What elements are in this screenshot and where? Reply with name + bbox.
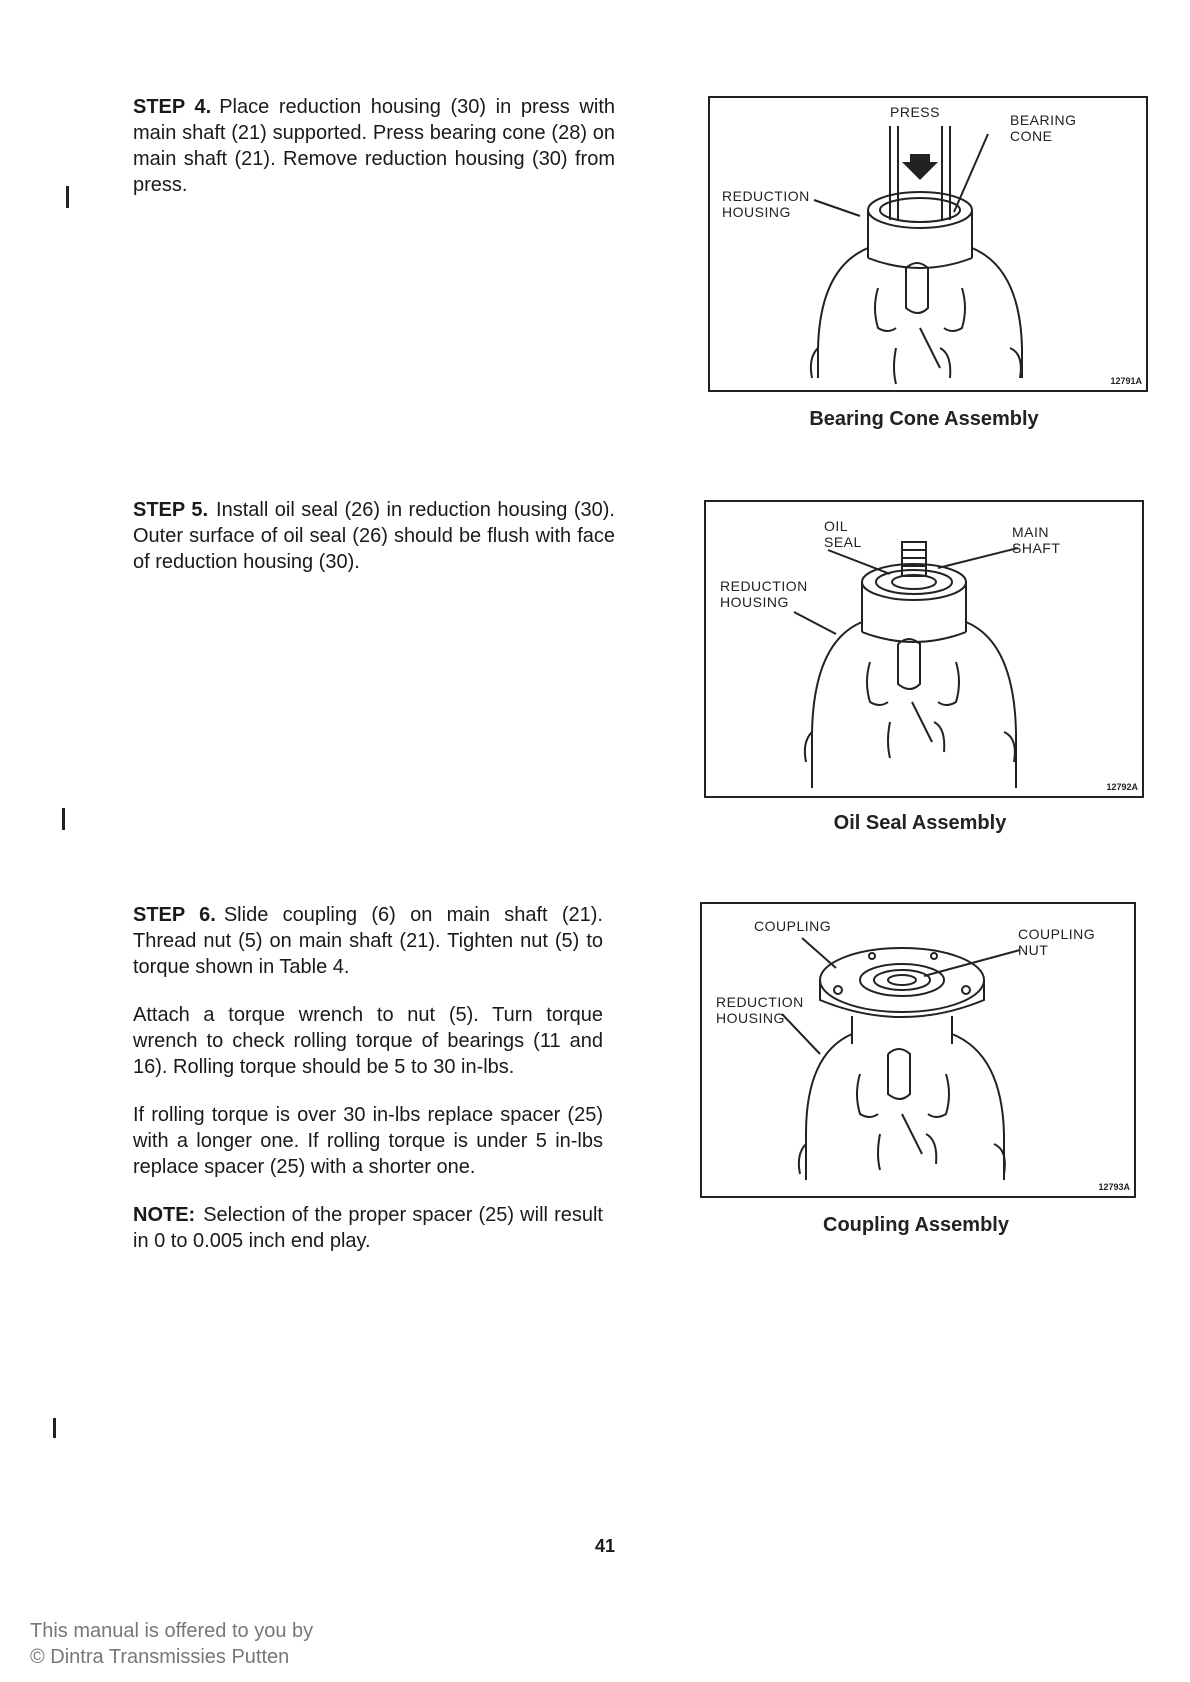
margin-mark: [62, 808, 65, 830]
label-bearing-cone: BEARING CONE: [1010, 112, 1077, 144]
margin-mark: [66, 186, 69, 208]
step-lead: STEP 4.: [133, 96, 212, 118]
bearing-cone-illustration: [710, 98, 1146, 390]
note-lead: NOTE:: [133, 1204, 196, 1226]
label-press: PRESS: [890, 104, 940, 120]
figure-coupling: [700, 902, 1136, 1198]
label-oil-seal: OIL SEAL: [824, 518, 862, 550]
step-body: Install oil seal (26) in reduction housing (30). Outer surface of oil seal (26) should be flush with face of reduction housing (30).: [133, 499, 615, 573]
figure-oil-seal: [704, 500, 1144, 798]
step-paragraph: [133, 1102, 603, 1180]
step-6-text: [133, 902, 603, 1276]
label-main-shaft: MAIN SHAFT: [1012, 524, 1061, 556]
step-4-text: [133, 94, 615, 220]
label-reduction-housing: REDUCTION HOUSING: [716, 994, 804, 1026]
figure-code: 12791A: [1110, 376, 1142, 386]
label-coupling-nut: COUPLING NUT: [1018, 926, 1096, 958]
figure-code: 12793A: [1098, 1182, 1130, 1192]
figure-code: 12792A: [1106, 782, 1138, 792]
step-lead: STEP 6.: [133, 904, 216, 926]
note-body: Selection of the proper spacer (25) will result in 0 to 0.005 inch end play.: [133, 1204, 603, 1252]
step-body: Slide coupling (6) on main shaft (21). Thread nut (5) on main shaft (21). Tighten nut (5) to torque shown in Table 4.: [133, 904, 603, 978]
step-paragraph: [133, 1002, 603, 1080]
step-paragraph: [133, 902, 603, 980]
figure-bearing-cone: [708, 96, 1148, 392]
figure-caption: Oil Seal Assembly: [833, 812, 1007, 834]
step-paragraph: [133, 94, 615, 198]
footer-credit: This manual is offered to you by © Dintra Transmissies Putten: [30, 1620, 314, 1668]
label-reduction-housing: REDUCTION HOUSING: [720, 578, 808, 610]
step-paragraph: [133, 1202, 603, 1254]
figure-caption: Coupling Assembly: [823, 1214, 1009, 1236]
page-number: 41: [595, 1536, 616, 1556]
step-body: Attach a torque wrench to nut (5). Turn torque wrench to check rolling torque of bearings (11 and 16). Rolling torque should be 5 to 30 in-lbs.: [133, 1004, 603, 1078]
step-paragraph: [133, 497, 615, 575]
oil-seal-illustration: [706, 502, 1142, 796]
label-reduction-housing: REDUCTION HOUSING: [722, 188, 810, 220]
step-5-text: [133, 497, 615, 597]
step-lead: STEP 5.: [133, 499, 209, 521]
press-arrow-icon: [902, 154, 938, 180]
step-body: If rolling torque is over 30 in-lbs replace spacer (25) with a longer one. If rolling torque is under 5 in-lbs replace spacer (25) with a shorter one.: [133, 1104, 603, 1178]
margin-mark: [53, 1418, 56, 1438]
figure-caption: Bearing Cone Assembly: [809, 408, 1039, 430]
step-body: Place reduction housing (30) in press with main shaft (21) supported. Press bearing cone (28) on main shaft (21). Remove reduction housing (30) from press.: [133, 96, 615, 196]
label-coupling: COUPLING: [754, 918, 832, 934]
